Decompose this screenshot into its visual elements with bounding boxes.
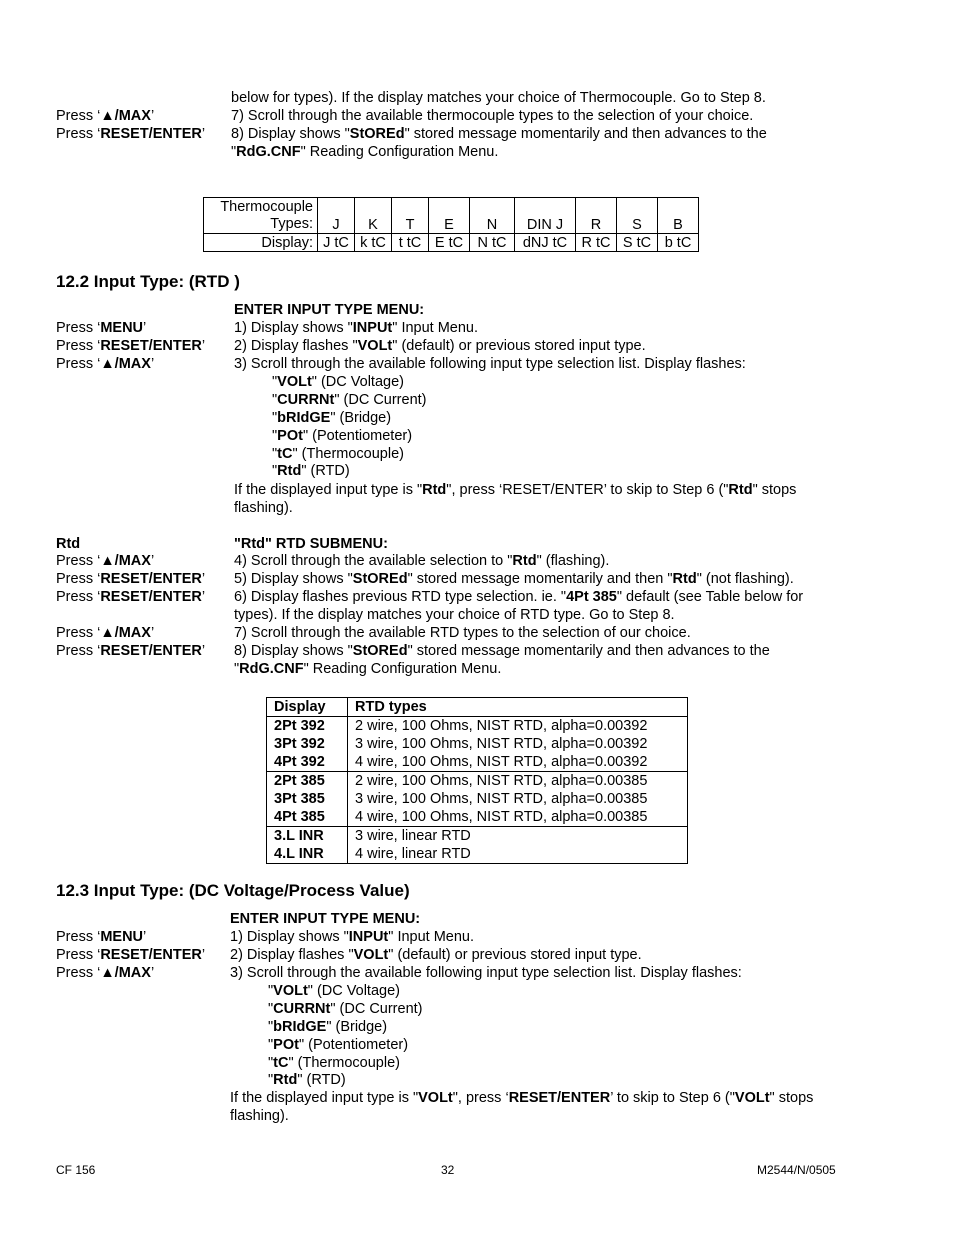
press-menu-label: Press ‘MENU’ (56, 929, 147, 945)
tc-display-cell: J tC (318, 234, 355, 252)
option-item: "bRIdGE" (Bridge) (272, 410, 392, 426)
rtd-type-cell: 3 wire, 100 Ohms, NIST RTD, alpha=0.00385 (348, 790, 688, 808)
rtd-type-cell: 2 wire, 100 Ohms, NIST RTD, alpha=0.00385 (348, 772, 688, 791)
tc-type-cell: B (658, 198, 699, 234)
tc-header-label-2: Types: (270, 216, 313, 232)
step-6-text-cont: types). If the display matches your choice of RTD type. Go to Step 8. (234, 607, 675, 623)
press-menu-label: Press ‘MENU’ (56, 320, 147, 336)
section-heading-rtd: 12.2 Input Type: (RTD ) (56, 272, 240, 291)
rtd-sub-label: Rtd (56, 536, 81, 552)
option-item: "tC" (Thermocouple) (268, 1055, 400, 1071)
press-reset-label: Press ‘RESET/ENTER’ (56, 589, 206, 605)
tc-display-cell: k tC (355, 234, 392, 252)
tc-types-header (204, 198, 318, 234)
footer-left: CF 156 (56, 1163, 96, 1177)
footer-right: M2544/N/0505 (757, 1163, 836, 1177)
tc-display-label: Display: (204, 234, 318, 252)
step-6-text: 6) Display flashes previous RTD type selection. ie. "4Pt 385" default (see Table below for (234, 589, 804, 605)
step-1-text: 1) Display shows "INPUt" Input Menu. (234, 320, 479, 336)
rtd-type-cell: 3 wire, 100 Ohms, NIST RTD, alpha=0.00392 (348, 735, 688, 753)
press-max-label: Press ‘▲/MAX’ (56, 965, 155, 981)
section-heading-dc: 12.3 Input Type: (DC Voltage/Process Value) (56, 881, 410, 900)
rtd-display-cell: 3Pt 392 (267, 735, 348, 753)
tc-type-cell: J (318, 198, 355, 234)
option-item: "POt" (Potentiometer) (268, 1037, 409, 1053)
tc-display-cell: E tC (429, 234, 470, 252)
rtd-display-cell: 4.L INR (267, 845, 348, 864)
press-max-label: Press ‘▲/MAX’ (56, 356, 155, 372)
tc-display-cell: t tC (392, 234, 429, 252)
tc-display-cell: dNJ tC (515, 234, 576, 252)
tc-type-cell: N (470, 198, 515, 234)
rtd-display-cell: 2Pt 385 (267, 772, 348, 791)
rtd-display-cell: 2Pt 392 (267, 717, 348, 736)
rtd-types-table (266, 697, 688, 864)
note-text: If the displayed input type is "VOLt", press ‘RESET/ENTER’ to skip to Step 6 ("VOLt" stops (230, 1090, 814, 1106)
step-2-text: 2) Display flashes "VOLt" (default) or previous stored input type. (234, 338, 646, 354)
step-3-text: 3) Scroll through the available following input type selection list. Display flashes: (234, 356, 746, 372)
step-7-text: 7) Scroll through the available thermocouple types to the selection of your choice. (231, 108, 754, 124)
step-2-text: 2) Display flashes "VOLt" (default) or previous stored input type. (230, 947, 642, 963)
option-item: "VOLt" (DC Voltage) (272, 374, 404, 390)
step-3-text: 3) Scroll through the available following input type selection list. Display flashes: (230, 965, 742, 981)
rtd-display-cell: 3Pt 385 (267, 790, 348, 808)
thermocouple-table (203, 197, 699, 252)
tc-type-cell: R (576, 198, 617, 234)
step-8-text: 8) Display shows "StOREd" stored message momentarily and then advances to the (231, 126, 767, 142)
option-item: "Rtd" (RTD) (272, 463, 350, 479)
press-reset-label: Press ‘RESET/ENTER’ (56, 126, 206, 142)
rtd-display-cell: 4Pt 392 (267, 753, 348, 772)
rtd-type-cell: 2 wire, 100 Ohms, NIST RTD, alpha=0.00392 (348, 717, 688, 736)
page-number: 32 (441, 1163, 455, 1177)
rtd-display-cell: 4Pt 385 (267, 808, 348, 827)
rtd-type-cell: 4 wire, 100 Ohms, NIST RTD, alpha=0.00392 (348, 753, 688, 772)
option-item: "CURRNt" (DC Current) (268, 1001, 423, 1017)
tc-display-cell: N tC (470, 234, 515, 252)
note-text-cont: flashing). (234, 500, 293, 516)
note-text: If the displayed input type is "Rtd", press ‘RESET/ENTER’ to skip to Step 6 ("Rtd" stops (234, 482, 797, 498)
step-8-text-cont: "RdG.CNF" Reading Configuration Menu. (234, 661, 502, 677)
tc-type-cell: T (392, 198, 429, 234)
press-max-label: Press ‘▲/MAX’ (56, 553, 155, 569)
option-item: "bRIdGE" (Bridge) (268, 1019, 388, 1035)
rtd-submenu-title: "Rtd" RTD SUBMENU: (234, 536, 388, 552)
menu-title: ENTER INPUT TYPE MENU: (234, 302, 425, 318)
continuation-line: below for types). If the display matches your choice of Thermocouple. Go to Step 8. (231, 90, 766, 106)
press-max-label: Press ‘▲/MAX’ (56, 625, 155, 641)
step-7-text: 7) Scroll through the available RTD types to the selection of our choice. (234, 625, 691, 641)
tc-type-cell: S (617, 198, 658, 234)
press-max-label: Press ‘▲/MAX’ (56, 108, 155, 124)
rtd-type-cell: 4 wire, linear RTD (348, 845, 688, 864)
tc-header-label-1: Thermocouple (220, 199, 313, 215)
step-4-text: 4) Scroll through the available selection to "Rtd" (flashing). (234, 553, 610, 569)
step-8-text-cont: "RdG.CNF" Reading Configuration Menu. (231, 144, 499, 160)
option-item: "VOLt" (DC Voltage) (268, 983, 400, 999)
option-item: "CURRNt" (DC Current) (272, 392, 427, 408)
rtd-type-cell: 4 wire, 100 Ohms, NIST RTD, alpha=0.00385 (348, 808, 688, 827)
menu-title: ENTER INPUT TYPE MENU: (230, 911, 421, 927)
rtd-col-types: RTD types (348, 698, 688, 717)
option-item: "tC" (Thermocouple) (272, 446, 404, 462)
press-reset-label: Press ‘RESET/ENTER’ (56, 338, 206, 354)
option-item: "POt" (Potentiometer) (272, 428, 413, 444)
step-1-text: 1) Display shows "INPUt" Input Menu. (230, 929, 475, 945)
tc-display-cell: b tC (658, 234, 699, 252)
tc-type-cell: DIN J (515, 198, 576, 234)
tc-type-cell: E (429, 198, 470, 234)
press-reset-label: Press ‘RESET/ENTER’ (56, 643, 206, 659)
press-reset-label: Press ‘RESET/ENTER’ (56, 571, 206, 587)
tc-display-cell: R tC (576, 234, 617, 252)
tc-type-cell: K (355, 198, 392, 234)
note-text-cont: flashing). (230, 1108, 289, 1124)
option-item: "Rtd" (RTD) (268, 1072, 346, 1088)
rtd-col-display: Display (267, 698, 348, 717)
tc-display-cell: S tC (617, 234, 658, 252)
rtd-type-cell: 3 wire, linear RTD (348, 827, 688, 846)
step-5-text: 5) Display shows "StOREd" stored message momentarily and then "Rtd" (not flashing). (234, 571, 794, 587)
rtd-display-cell: 3.L INR (267, 827, 348, 846)
step-8-text: 8) Display shows "StOREd" stored message momentarily and then advances to the (234, 643, 770, 659)
press-reset-label: Press ‘RESET/ENTER’ (56, 947, 206, 963)
